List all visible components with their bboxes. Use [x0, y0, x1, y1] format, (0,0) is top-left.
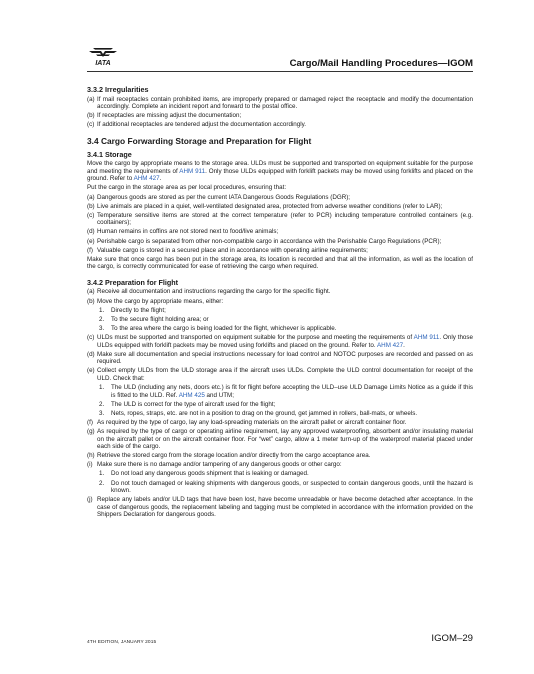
reference-link[interactable]: AHM 425 — [178, 391, 205, 399]
reference-link[interactable]: AHM 911 — [413, 333, 440, 341]
document-body — [87, 86, 473, 521]
section-heading-3-3-2: 3.3.2 Irregularities — [87, 85, 149, 94]
sub-list-item: 1. Directly to the flight; — [99, 306, 166, 314]
list-item: (j) Replace any labels and/or ULD tags that have been lost, have become unreadable or have become detached after acceptance. In the case of dangerous goods, the replacement labeling and tagging must be completed in accordance with the information provided on the Shippers Declaration for dangerous goods. — [87, 496, 473, 519]
reference-link[interactable]: AHM 427 — [133, 175, 160, 183]
sub-list-item: 3. Nets, ropes, straps, etc. are not in a position to drag on the ground, get jammed in rollers, ball-mats, or wheels. — [99, 409, 418, 417]
page-number: IGOM–29 — [431, 633, 473, 644]
list-item: (d) Make sure all documentation and special instructions necessary for load control and NOTOC purposes are recorded and passed on as required. — [87, 350, 473, 366]
sub-list-item: 2. To the secure flight holding area; or — [99, 315, 209, 323]
list-item: (c) Temperature sensitive items are stored at the correct temperature (refer to PCR) including temperature controlled containers (e.g. cooltainers); — [87, 211, 473, 227]
sub-list-item: 1. Do not load any dangerous goods shipment that is leaking or damaged. — [99, 470, 309, 478]
page-header-title: Cargo/Mail Handling Procedures—IGOM — [289, 58, 473, 69]
paragraph: Move the cargo by appropriate means to the storage area. ULDs must be supported and transported on equipment suitable for the purpose and meeting the requirements of AHM 911. Only those ULDs equipped with forklift packets may be moved using forklifts and placed on the ground. Refer to AHM 427. — [87, 160, 473, 183]
sub-list-item: 3. To the area where the cargo is being loaded for the flight, whichever is applicable. — [99, 324, 337, 332]
paragraph: Make sure that once cargo has been put in the storage area, its location is recorded and that all the information, as well as the location of the cargo, is correctly communicated for ease of retrieving the cargo when required. — [87, 255, 473, 271]
list-item: (g) As required by the type of cargo or operating airline requirement, lay any approved waterproofing, absorbent and/or insulating material on the aircraft pallet or on the aircraft container floor. For “wet” cargo, allow a 1 meter turn-up of the waterproof material placed under each side of the cargo. — [87, 427, 473, 451]
section-heading-3-4-2: 3.4.2 Preparation for Flight — [87, 277, 179, 287]
section-heading-3-4-1: 3.4.1 Storage — [87, 149, 132, 159]
list-item: (b) Move the cargo by appropriate means, either: — [87, 297, 224, 305]
list-item: (i) Make sure there is no damage and/or tampering of any dangerous goods or other cargo: — [87, 461, 342, 469]
section-heading-3-4: 3.4 Cargo Forwarding Storage and Preparation for Flight — [87, 135, 312, 146]
list-item: (e) Perishable cargo is separated from other non-compatible cargo in accordance with the Perishable Cargo Regulations (PCR); — [87, 237, 442, 245]
reference-link[interactable]: AHM 911 — [179, 167, 206, 175]
header-divider — [87, 71, 473, 72]
list-item: (b) If receptacles are missing adjust the documentation; — [87, 112, 242, 120]
list-item: (a) Dangerous goods are stored as per the current IATA Dangerous Goods Regulations (DGR); — [87, 193, 351, 201]
list-item: (f) As required by the type of cargo, lay any load-spreading materials on the aircraft pallet or aircraft container floor. — [87, 418, 407, 426]
sub-list-item: 2. The ULD is correct for the type of aircraft used for the flight; — [99, 400, 276, 408]
list-item: (a) Receive all documentation and instructions regarding the cargo for the specific flight. — [87, 288, 331, 296]
iata-logo — [87, 45, 119, 67]
sub-list-item: 2. Do not touch damaged or leaking shipments with dangerous goods, or suspected to contain dangerous goods, until the hazard is known. — [99, 479, 473, 495]
paragraph: Put the cargo in the storage area as per local procedures, ensuring that: — [87, 184, 287, 192]
logo-text: IATA — [95, 60, 111, 67]
list-item: (c) ULDs must be supported and transported on equipment suitable for the purpose and meeting the requirements of AHM 911. Only those ULDs equipped with forklift packets may be moved using forklifts and placed on the ground. Refer to. AHM 427. — [87, 333, 474, 349]
sub-list-item: 1. The ULD (including any nets, doors etc.) is fit for flight before accepting the ULD–use ULD Damage Limits Notice as a guide if this is fitted to the ULD. Ref. AHM 425 and UTM; — [99, 384, 473, 399]
list-item: (d) Human remains in coffins are not stored next to food/live animals; — [87, 228, 279, 236]
list-item: (e) Collect empty ULDs from the ULD storage area if the aircraft uses ULDs. Complete the ULD control documentation for receipt of the ULD. Check that: — [87, 367, 473, 382]
edition-footer: 4TH EDITION, JANUARY 2015 — [87, 640, 157, 645]
reference-link[interactable]: AHM 427 — [377, 341, 404, 349]
list-item: (h) Retrieve the stored cargo from the storage location and/or directly from the cargo acceptance area. — [87, 452, 371, 460]
list-item: (c) If additional receptacles are tendered adjust the documentation accordingly. — [87, 121, 307, 129]
list-item: (a) If mail receptacles contain prohibited items, are improperly prepared or damaged reject the receptacle and modify the documentation accordingly. Complete an incident report and forward to the postal office. — [87, 95, 473, 111]
list-item: (f) Valuable cargo is stored in a secured place and in accordance with operating airline requirements; — [87, 246, 368, 254]
list-item: (b) Live animals are placed in a quiet, well-ventilated designated area, protected from adverse weather conditions (refer to LAR); — [87, 202, 443, 210]
